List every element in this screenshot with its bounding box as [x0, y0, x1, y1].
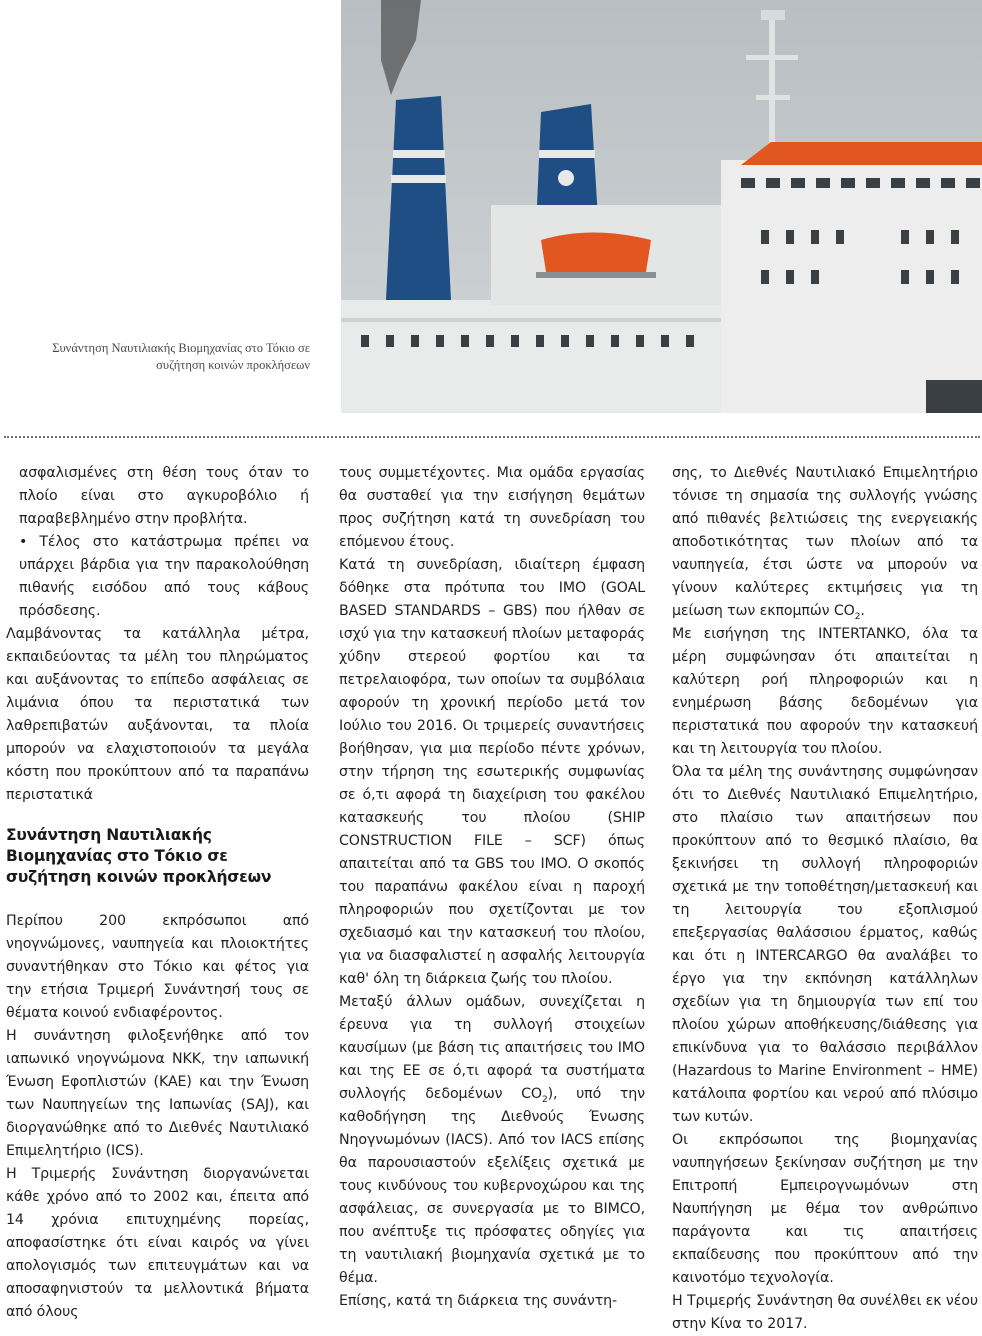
column-2	[339, 462, 645, 1313]
paragraph: Όλα τα μέλη της συνάντησης συμφώνησαν ότι το Διεθνές Ναυτιλιακό Επιμελητήριο, στο πλαίσιο των απαιτήσεων που προκύπτουν από το θεσμικό πλαίσιο, θα ξεκινήσει τη συλλογή πληροφοριών σχετικά με την τοποθέτηση/μετασκευή και τη λειτουργία του εξοπλισμού επεξεργασίας θαλάσσιου έρματος, καθώς και ότι η INTERCARGO θα αναλάβει το έργο για την εκπόνηση κατάλληλων σχεδίων για τη δημιουργία των επί του πλοίου χώρων αποθήκευσης/διάθεσης για επικίνδυνα για το θαλάσσιο περιβάλλον (Hazardous to Marine Environment – HME) κατάλοιπα φορτίου και νερού από πλύσιμο των κυτών.	[672, 764, 978, 1125]
funnel-right-stripe	[539, 150, 595, 158]
paragraph: Η Τριμερής Συνάντηση διοργανώνεται κάθε χρόνο από το 2002 και, έπειτα από 14 χρόνια επιτυχημένης πορείας, αποφασίστηκε ότι είναι καιρός να γίνει απολογισμός των επιτευγμάτων και να αποσαφηνιστούν τα μελλοντικά βήματα από όλους	[6, 1166, 309, 1320]
mast-arm-2	[756, 95, 790, 100]
column-1	[6, 462, 309, 1324]
subscript: 2	[541, 1094, 548, 1105]
section-divider	[4, 436, 980, 438]
photo-caption	[20, 340, 310, 374]
text-run: .	[860, 603, 865, 619]
paragraph: Οι εκπρόσωποι της βιομηχανίας ναυπηγήσεων ξεκίνησαν συζήτηση με την Επιτροπή Εμπειρογνωμόνων στη Ναυπήγηση με θέμα τον ανθρώπινο παράγοντα και τις απαιτήσεις εκπαίδευσης που προκύπτουν από την καινοτόμο τεχνολογία.	[672, 1132, 978, 1286]
paragraph	[339, 991, 645, 1290]
paragraph	[672, 462, 978, 623]
funnel-left-stripe	[393, 150, 445, 158]
paragraph: Κατά τη συνεδρίαση, ιδιαίτερη έμφαση δόθηκε στα πρότυπα του IMO (GOAL BASED STANDARDS – GBS) που ήλθαν σε ισχύ για την κατασκευή πλοίων μεταφοράς χύδην στερεού φορτίου και τα πετρελαιοφόρα, των οποίων τα συμβόλαια αφορούν τη χρονική περίοδο μετά τον Ιούλιο του 2016. Οι τριμερείς συναντήσεις βοήθησαν, για μια περίοδο πέντε χρόνων, στην τήρηση της εσωτερικής συμφωνίας σε ό,τι αφορά τη διαχείριση του φακέλου κατασκευής του πλοίου (SHIP CONSTRUCTION FILE – SCF) όπως απαιτείται από τα GBS του IMO. Ο σκοπός του παραπάνω φακέλου είναι η παροχή πληροφοριών που σχετίζονται με τον σχεδιασμό και την κατασκευή του πλοίου, για να διασφαλιστεί η ασφαλής λειτουργία καθ' όλη τη διάρκεια ζωής του πλοίου.	[339, 557, 645, 987]
text-run: σης, το Διεθνές Ναυτιλιακό Επιμελητήριο τόνισε τη σημασία της συλλογής γνώσης από πιθανές βελτιώσεις της ενεργειακής αποδοτικότητας των πλοίων από τα ναυπηγεία, έτσι ώστε να μπορούν να γίνουν καλύτερες εκτιμήσεις για τη μείωση των εκπομπών CO	[672, 465, 978, 619]
funnel-left-stripe-2	[391, 175, 446, 183]
section-heading: Συνάντηση Ναυτιλιακής Βιομηχανίας στο Τόκιο σε συζήτηση κοινών προκλήσεων	[6, 826, 272, 886]
paragraph: Επίσης, κατά τη διάρκεια της συνάντη-	[339, 1293, 618, 1309]
photo-block	[0, 0, 982, 420]
caption-line-1: Συνάντηση Ναυτιλιακής Βιομηχανίας στο Τόκιο σε	[52, 341, 310, 355]
lifeboat-davit	[536, 272, 656, 278]
paragraph: Περίπου 200 εκπρόσωποι από νηογνώμονες, ναυπηγεία και πλοιοκτήτες συναντήθηκαν στο Τόκιο και φέτος για την ετήσια Τριμερή Συνάντησή τους σε θέματα κοινού ενδιαφέροντος.	[6, 913, 309, 1021]
paragraph: Η Τριμερής Συνάντηση θα συνέλθει εκ νέου στην Κίνα το 2017.	[672, 1293, 978, 1332]
column-3	[672, 462, 978, 1336]
paragraph: τους συμμετέχοντες. Μια ομάδα εργασίας θα συσταθεί για την εισήγηση θεμάτων προς συζήτηση κατά τη συνεδρίαση του επόμενου έτους.	[339, 465, 645, 550]
paragraph: Με εισήγηση της INTERTANKO, όλα τα μέρη συμφώνησαν ότι απαιτείται η καλύτερη ροή πληροφοριών και η ενημέρωση βάσης δεδομένων για περιστατικά που αφορούν την κατασκευή και τη λειτουργία του πλοίου.	[672, 626, 978, 757]
caption-line-2: συζήτηση κοινών προκλήσεων	[156, 358, 310, 372]
subscript: 2	[854, 611, 861, 622]
text-run: ), υπό την καθοδήγηση της Διεθνούς Ένωσης Νηογνωμόνων (IACS). Από τον IACS επίσης θα παρουσιαστούν εξελίξεις σχετικά με τους κινδύνους του κυβερνοχώρου και της ασφάλειας, σε συνεργασία με το BIMCO, που ανέπτυξε τις πρόσφατες οδηγίες για τη ναυτιλιακή βιομηχανία σχετικά με το θέμα.	[339, 1086, 645, 1286]
paragraph: ασφαλισμένες στη θέση τους όταν το πλοίο είναι στο αγκυροβόλιο ή παραβεβλημένο στην προβλήτα.	[19, 465, 309, 527]
funnel-left	[386, 96, 451, 300]
paragraph: Λαμβάνοντας τα κατάλληλα μέτρα, εκπαιδεύοντας τα μέλη του πληρώματος και αυξάνοντας το επίπεδο ασφάλειας σε λιμάνια όπου τα περιστατικά των λαθρεπιβατών αυξάνονται, τα πλοία μπορούν να ελαχιστοποιούν τα μεγάλα κόστη που προκύπτουν από τα παραπάνω περιστατικά	[6, 626, 309, 803]
funnel-emblem	[558, 170, 574, 186]
radar	[761, 10, 785, 20]
ship-photo	[341, 0, 982, 413]
bridge-block	[721, 160, 982, 413]
deck-rail	[341, 318, 721, 322]
bridge-roof	[741, 142, 982, 165]
lifeboat	[541, 233, 651, 273]
paragraph: Η συνάντηση φιλοξενήθηκε από τον ιαπωνικό νηογνώμονα NKK, την ιαπωνική Ένωση Εφοπλιστών (KAE) και την Ένωση των Ναυπηγείων της Ιαπωνίας (SAJ), και διοργανώθηκε από το Διεθνές Ναυτιλιακό Επιμελητήριο (ICS).	[6, 1028, 309, 1159]
ship-illustration	[341, 0, 982, 413]
hull-door	[926, 380, 982, 413]
mast-arm	[746, 55, 798, 60]
bullet-paragraph: • Τέλος στο κατάστρωμα πρέπει να υπάρχει βάρδια για την παρακολούθηση πιθανής εισόδου από τους κάβους πρόσδεσης.	[19, 534, 309, 619]
text-run: Μεταξύ άλλων ομάδων, συνεχίζεται η έρευνα για τη συλλογή στοιχείων καυσίμων (με βάση τις απαιτήσεις του IMO και της ΕΕ σε ό,τι αφορά τα συστήματα συλλογής δεδομένων CO	[339, 994, 645, 1102]
